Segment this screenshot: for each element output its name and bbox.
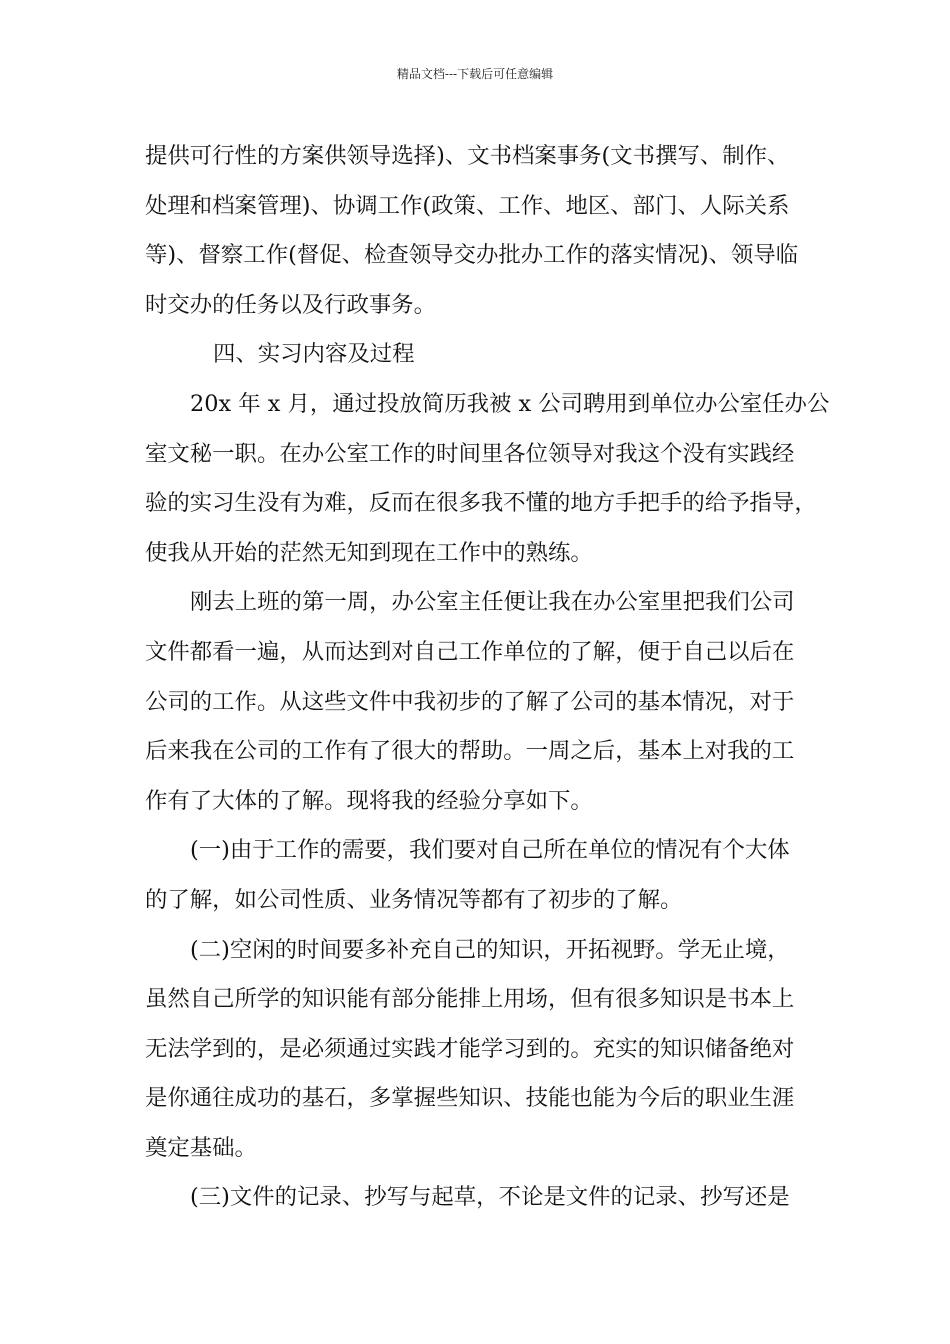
section-heading: 四、实习内容及过程 [213, 341, 415, 368]
body-line: 公司的工作。从这些文件中我初步的了解了公司的基本情况，对于 [145, 688, 795, 715]
paragraph-first-line: 20x 年 x 月，通过投放简历我被 x 公司聘用到单位办公室任办公 [190, 390, 830, 417]
body-line: 是你通往成功的基石，多掌握些知识、技能也能为今后的职业生涯 [145, 1085, 795, 1112]
paragraph-first-line: (二)空闲的时间要多补充自己的知识，开拓视野。学无止境， [190, 936, 790, 963]
body-line: 无法学到的，是必须通过实践才能学习到的。充实的知识储备绝对 [145, 1035, 795, 1062]
body-line: 的了解，如公司性质、业务情况等都有了初步的了解。 [145, 886, 683, 913]
body-line: 文件都看一遍，从而达到对自己工作单位的了解，便于自己以后在 [145, 638, 795, 665]
document-body [145, 132, 830, 1223]
body-line: 验的实习生没有为难，反而在很多我不懂的地方手把手的给予指导， [145, 490, 817, 517]
body-line: 室文秘一职。在办公室工作的时间里各位领导对我这个没有实践经 [145, 440, 795, 467]
body-line: 作有了大体的了解。现将我的经验分享如下。 [145, 787, 593, 814]
body-line: 后来我在公司的工作有了很大的帮助。一周之后，基本上对我的工 [145, 738, 795, 765]
body-line: 提供可行性的方案供领导选择)、文书档案事务(文书撰写、制作、 [145, 143, 790, 169]
body-line: 奠定基础。 [145, 1134, 257, 1161]
body-line: 虽然自己所学的知识能有部分能排上用场，但有很多知识是书本上 [145, 986, 795, 1013]
body-line: 时交办的任务以及行政事务。 [145, 291, 437, 318]
body-line: 处理和档案管理)、协调工作(政策、工作、地区、部门、人际关系 [145, 192, 790, 219]
page-header: 精品文档---下载后可任意编辑 [396, 67, 554, 81]
paragraph-first-line: (一)由于工作的需要，我们要对自己所在单位的情况有个大体 [190, 837, 790, 864]
paragraph-first-line: 刚去上班的第一周，办公室主任便让我在办公室里把我们公司 [190, 589, 795, 616]
paragraph-first-line: (三)文件的记录、抄写与起草，不论是文件的记录、抄写还是 [190, 1184, 790, 1211]
body-line: 使我从开始的茫然无知到现在工作中的熟练。 [145, 539, 593, 566]
body-line: 等)、督察工作(督促、检查领导交办批办工作的落实情况)、领导临 [145, 242, 799, 269]
